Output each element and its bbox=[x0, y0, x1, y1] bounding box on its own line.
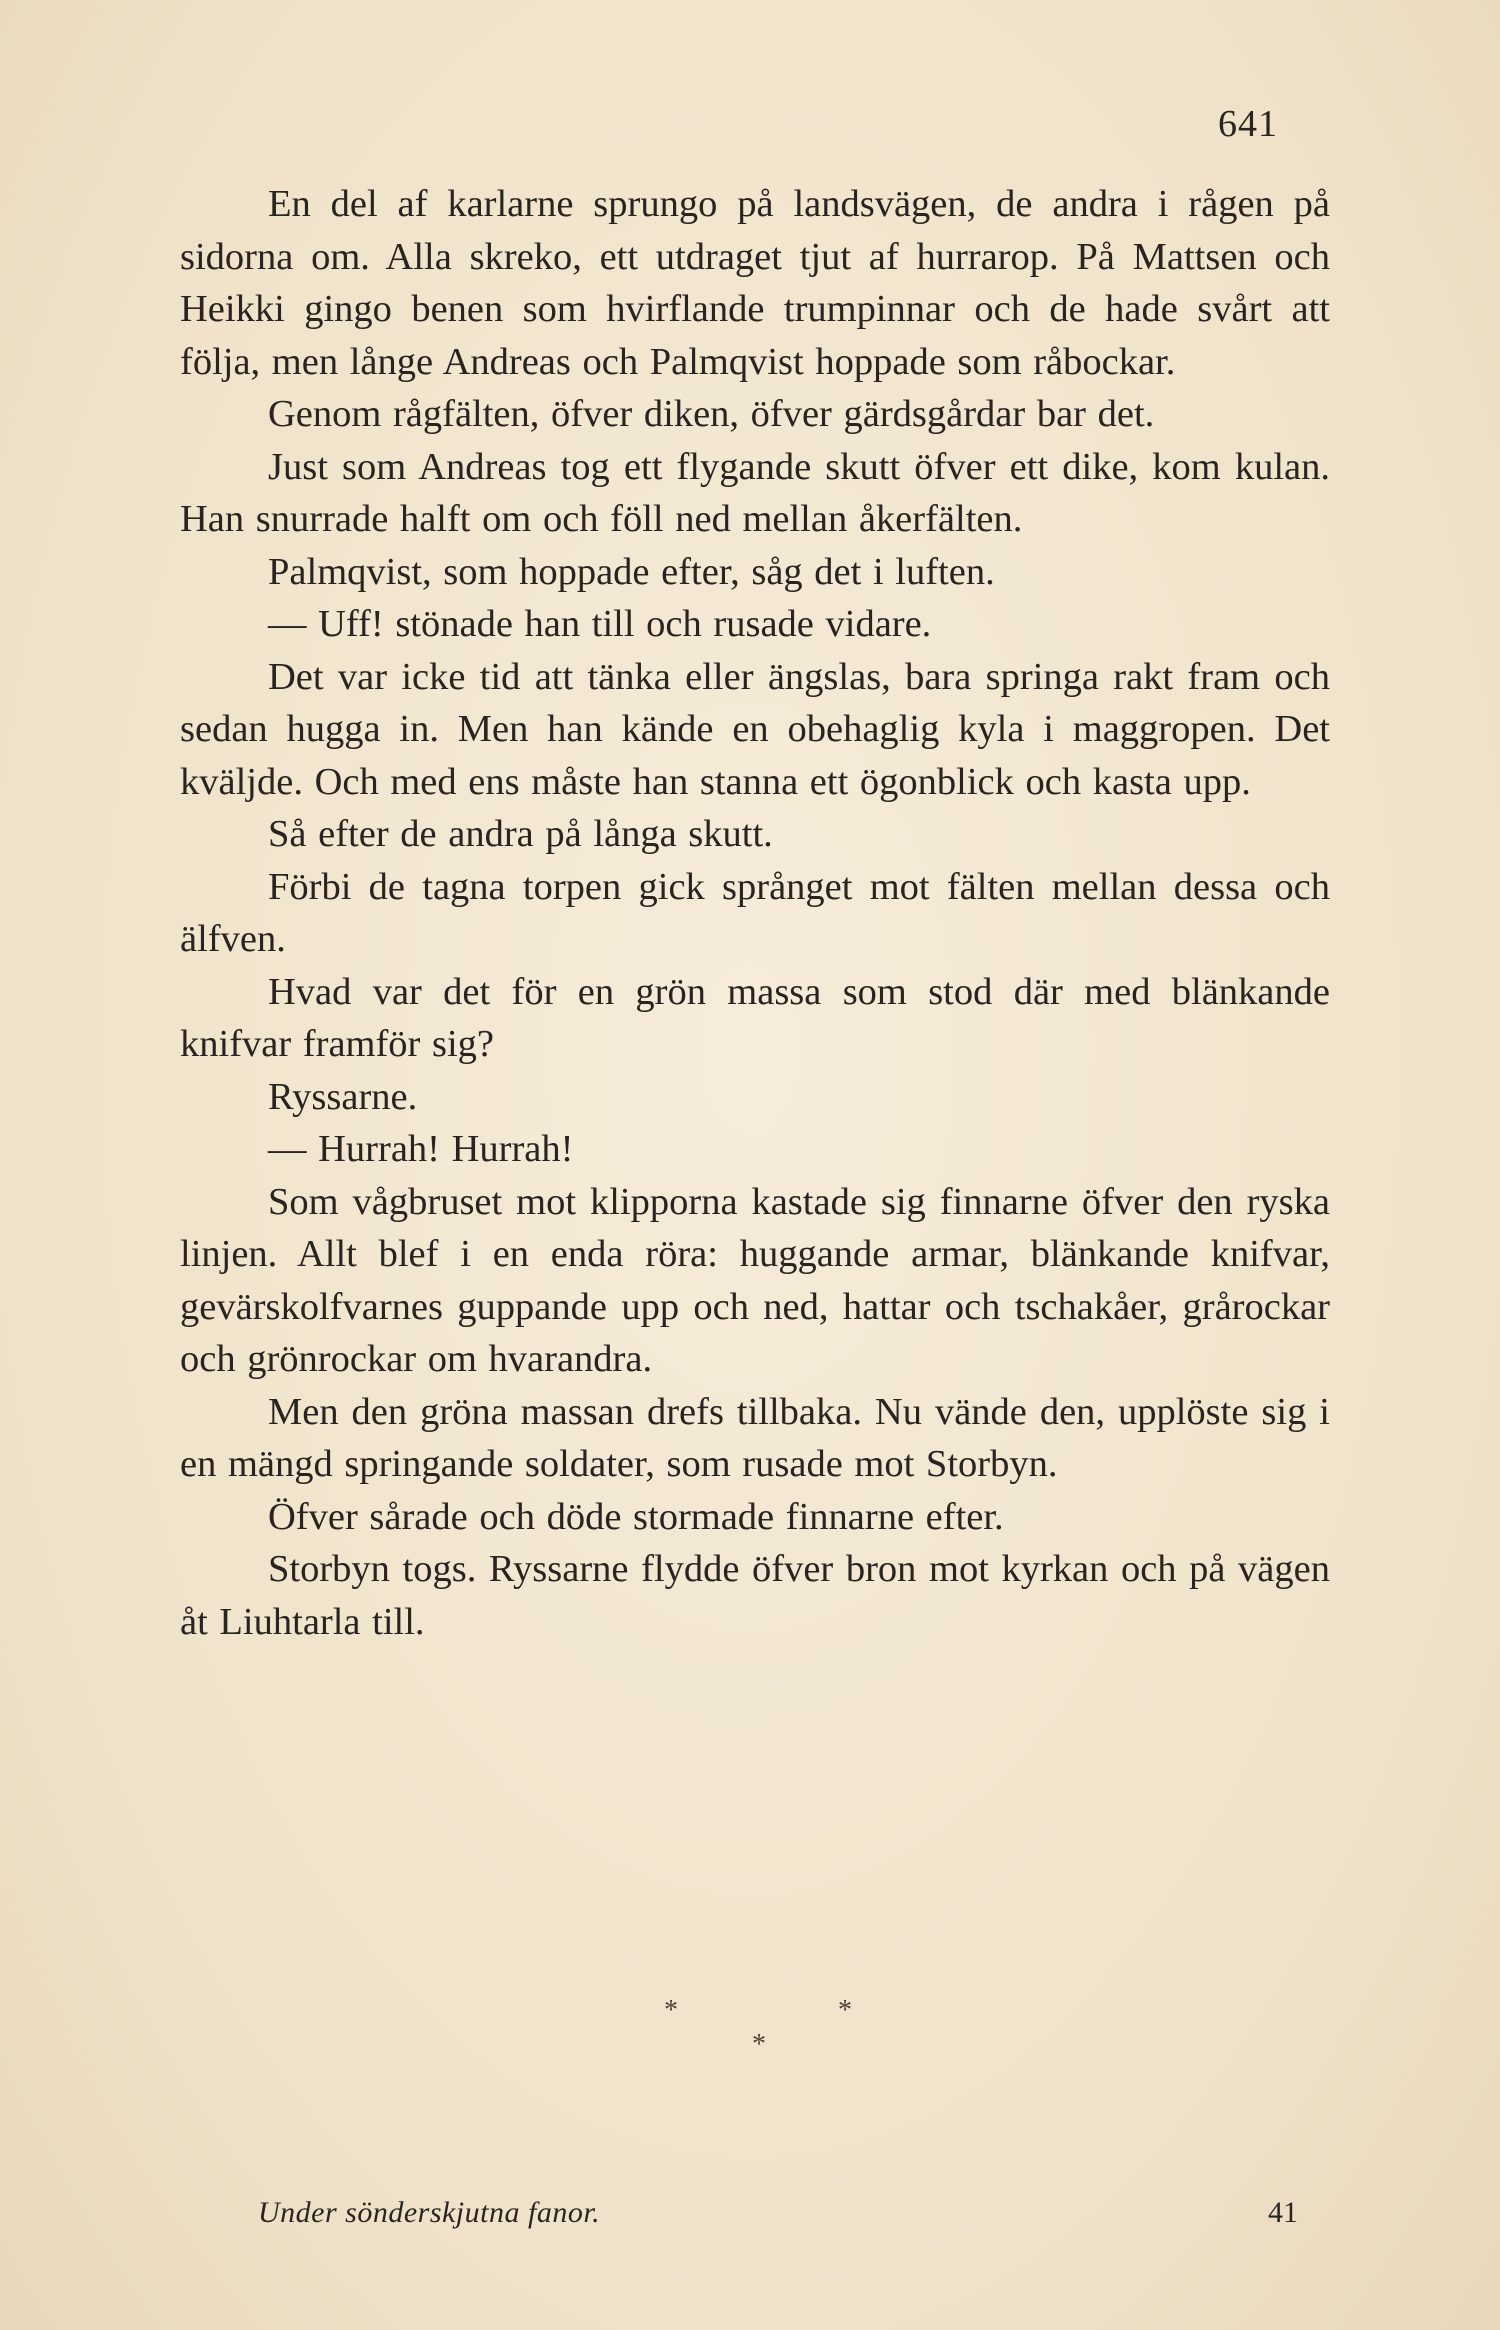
asterisk: * bbox=[838, 1995, 852, 2026]
page-number: 641 bbox=[1218, 103, 1278, 145]
paragraph: Just som Andreas tog ett flygande skutt öfver ett dike, kom kulan. Han snurrade halft om och föll ned mellan åkerfälten. bbox=[180, 445, 1330, 540]
paragraph: — Uff! stönade han till och rusade vidare. bbox=[268, 603, 932, 645]
section-break-asterism bbox=[0, 1995, 1500, 2065]
body-text bbox=[180, 178, 1330, 1648]
paragraph: En del af karlarne sprungo på landsvägen, de andra i rågen på sidorna om. Alla skreko, ett utdraget tjut af hurrarop. På Mattsen och Heikki gingo benen som hvirflande trumpinnar och de hade svårt att följa, men långe Andreas och Palmqvist hoppade som råbockar. bbox=[180, 183, 1330, 383]
paragraph: Så efter de andra på långa skutt. bbox=[268, 813, 773, 855]
paragraph: Förbi de tagna torpen gick språnget mot fälten mellan dessa och älfven. bbox=[180, 865, 1330, 960]
paragraph: Palmqvist, som hoppade efter, såg det i luften. bbox=[268, 550, 995, 593]
paragraph: Men den gröna massan drefs tillbaka. Nu vände den, upplöste sig i en mängd springande soldater, som rusade mot Storbyn. bbox=[180, 1390, 1330, 1485]
paragraph: Det var icke tid att tänka eller ängslas, bara springa rakt fram och sedan hugga in. Men han kände en obehaglig kyla i maggropen. Det kväljde. Och med ens måste han stanna ett ögonblick och kasta upp. bbox=[180, 655, 1330, 803]
paragraph: Ryssarne. bbox=[268, 1075, 418, 1118]
paragraph: Hvad var det för en grön massa som stod där med blänkande knifvar framför sig? bbox=[180, 970, 1330, 1065]
asterisk: * bbox=[752, 2029, 766, 2060]
paragraph: Genom rågfälten, öfver diken, öfver gärdsgårdar bar det. bbox=[268, 393, 1155, 435]
paragraph: Som vågbruset mot klipporna kastade sig finnarne öfver den ryska linjen. Allt blef i en enda röra: huggande armar, blänkande knifvar, gevärskolfvarnes guppande upp och ned, hattar och tschakåer, grårockar och grönrockar om hvarandra. bbox=[180, 1180, 1330, 1380]
paragraph: — Hurrah! Hurrah! bbox=[268, 1128, 574, 1170]
asterisk: * bbox=[664, 1995, 678, 2026]
footer-book-title: Under sönderskjutna fanor. bbox=[258, 2196, 601, 2229]
paragraph: Storbyn togs. Ryssarne flydde öfver bron mot kyrkan och på vägen åt Liuhtarla till. bbox=[180, 1548, 1330, 1643]
footer-sheet-number: 41 bbox=[1268, 2196, 1298, 2229]
paragraph: Öfver sårade och döde stormade finnarne efter. bbox=[268, 1495, 1004, 1538]
